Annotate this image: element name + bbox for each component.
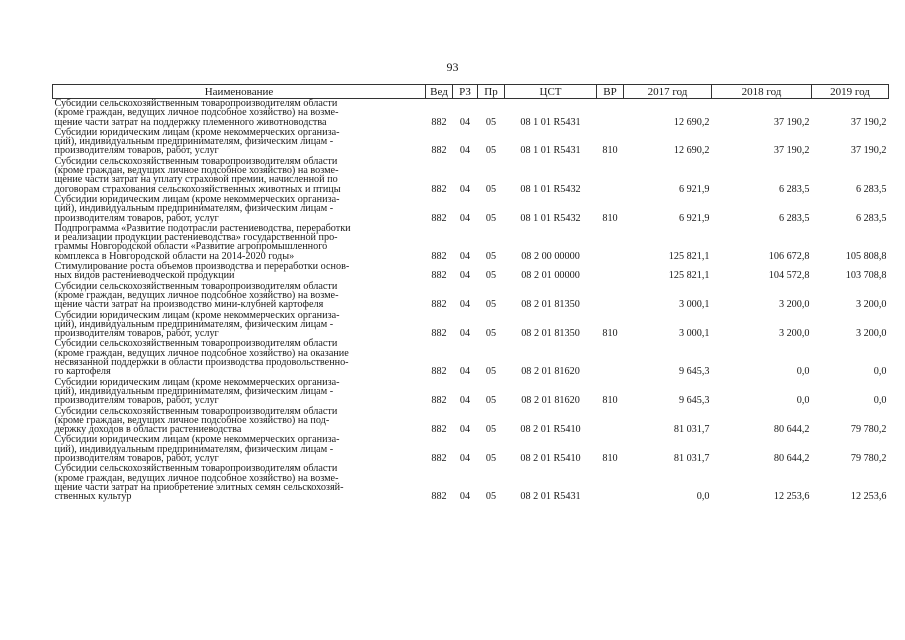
rz-cell: 04: [459, 212, 471, 224]
row-name-line: производителям товаров, работ, услуг: [54, 395, 219, 407]
pr-cell: 05: [485, 491, 497, 503]
row-name-line: Субсидии юридическим лицам (кроме некоммерческих организа-: [54, 309, 340, 321]
pr-cell: 05: [485, 145, 497, 157]
value-2019-cell: 3 200,0: [855, 299, 887, 311]
ved-cell: 882: [431, 212, 447, 224]
rz-cell: 04: [459, 145, 471, 157]
value-2018-cell: 12 253,6: [773, 491, 810, 503]
row-name-line: Субсидии сельскохозяйственным товаропроизводителям области: [54, 338, 338, 350]
vr-cell: 810: [602, 212, 618, 224]
row-name-line: Субсидии юридическим лицам (кроме некоммерческих организа-: [54, 376, 340, 388]
pr-cell: 05: [485, 328, 497, 340]
header-rz: РЗ: [453, 85, 478, 99]
header-2018: 2018 год: [712, 85, 812, 99]
table-row: [53, 262, 889, 282]
value-2018-cell: 104 572,8: [768, 270, 810, 282]
row-name-line: (кроме граждан, ведущих личное подсобное хозяйство) на возме-: [54, 165, 339, 177]
row-name-cell: [53, 157, 426, 195]
rz-cell: 04: [459, 270, 471, 282]
value-2019-cell: 0,0: [873, 366, 887, 378]
cst-cell: 08 2 01 R5410: [520, 452, 581, 464]
value-2019-cell: 79 780,2: [850, 452, 887, 464]
rz-cell: 04: [459, 183, 471, 195]
header-2019: 2019 год: [812, 85, 889, 99]
row-name-line: щение части затрат на производство мини-клубней картофеля: [54, 299, 324, 311]
ved-cell: 882: [431, 183, 447, 195]
ved-cell: 882: [431, 452, 447, 464]
table-row: [53, 407, 889, 436]
vr-cell: 810: [602, 328, 618, 340]
ved-cell: 882: [431, 270, 447, 282]
row-name-cell: [53, 378, 426, 407]
table-row: [53, 339, 889, 377]
row-name-line: держку доходов в области растениеводства: [54, 424, 242, 436]
value-2018-cell: 0,0: [796, 366, 810, 378]
value-2018-cell: 6 283,5: [778, 183, 810, 195]
ved-cell: 882: [431, 250, 447, 262]
row-name-line: (кроме граждан, ведущих личное подсобное хозяйство) на возме-: [54, 107, 339, 119]
row-name-cell: [53, 99, 426, 128]
value-2017-cell: 6 921,9: [678, 212, 710, 224]
cst-cell: 08 2 01 00000: [521, 270, 580, 282]
row-name-line: ных видов растениеводческой продукции: [54, 270, 235, 282]
table-row: [53, 128, 889, 157]
pr-cell: 05: [485, 424, 497, 436]
row-name-cell: [53, 262, 426, 282]
table-row: [53, 99, 889, 128]
row-name-line: (кроме граждан, ведущих личное подсобное хозяйство) на возме-: [54, 472, 339, 484]
value-2017-cell: 0,0: [696, 491, 710, 503]
page-number: 93: [446, 60, 459, 74]
row-name-line: ций), индивидуальным предпринимателям, физическим лицам -: [54, 203, 334, 215]
table-row: [53, 195, 889, 224]
value-2017-cell: 125 821,1: [668, 250, 710, 262]
row-name-line: ственных культур: [54, 491, 132, 503]
ved-cell: 882: [431, 366, 447, 378]
value-2018-cell: 3 200,0: [778, 328, 810, 340]
cst-cell: 08 1 01 R5432: [520, 212, 581, 224]
header-pr: Пр: [478, 85, 505, 99]
table-row: [53, 224, 889, 262]
row-name-line: Субсидии сельскохозяйственным товаропроизводителям области: [54, 280, 338, 292]
ved-cell: 882: [431, 299, 447, 311]
cst-cell: 08 2 01 R5431: [520, 491, 581, 503]
row-name-line: ций), индивидуальным предпринимателям, физическим лицам -: [54, 136, 334, 148]
value-2018-cell: 80 644,2: [773, 452, 810, 464]
ved-cell: 882: [431, 424, 447, 436]
row-name-line: Субсидии сельскохозяйственным товаропроизводителям области: [54, 463, 338, 475]
value-2018-cell: 6 283,5: [778, 212, 810, 224]
row-name-cell: [53, 311, 426, 340]
value-2018-cell: 0,0: [796, 395, 810, 407]
row-name-line: щение части затрат на приобретение элитных семян сельскохозяй-: [54, 481, 344, 493]
row-name-cell: [53, 435, 426, 464]
value-2019-cell: 37 190,2: [850, 145, 887, 157]
row-name-line: щение части затрат на поддержку племенного животноводства: [54, 116, 327, 128]
value-2019-cell: 12 253,6: [850, 491, 887, 503]
header-cst: ЦСТ: [505, 85, 597, 99]
ved-cell: 882: [431, 328, 447, 340]
row-name-cell: [53, 339, 426, 377]
rz-cell: 04: [459, 250, 471, 262]
row-name-line: Субсидии сельскохозяйственным товаропроизводителям области: [54, 405, 338, 417]
row-name-line: го картофеля: [54, 366, 111, 378]
cst-cell: 08 2 01 R5410: [520, 424, 581, 436]
row-name-line: ций), индивидуальным предпринимателям, физическим лицам -: [54, 318, 334, 330]
value-2019-cell: 37 190,2: [850, 116, 887, 128]
row-name-cell: [53, 128, 426, 157]
pr-cell: 05: [485, 452, 497, 464]
value-2017-cell: 9 645,3: [678, 366, 710, 378]
value-2019-cell: 0,0: [873, 395, 887, 407]
pr-cell: 05: [485, 366, 497, 378]
pr-cell: 05: [485, 270, 497, 282]
vr-cell: [597, 224, 624, 262]
table-row: [53, 378, 889, 407]
row-name-line: Подпрограмма «Развитие подотрасли растениеводства, переработки: [54, 222, 351, 234]
value-2017-cell: 81 031,7: [673, 424, 710, 436]
row-name-line: (кроме граждан, ведущих личное подсобное хозяйство) на возме-: [54, 289, 339, 301]
cst-cell: 08 1 01 R5432: [520, 183, 581, 195]
table-row: [53, 435, 889, 464]
value-2018-cell: 37 190,2: [773, 145, 810, 157]
row-name-line: Субсидии сельскохозяйственным товаропроизводителям области: [54, 98, 338, 109]
value-2019-cell: 79 780,2: [850, 424, 887, 436]
ved-cell: 882: [431, 491, 447, 503]
pr-cell: 05: [485, 250, 497, 262]
value-2017-cell: 3 000,1: [678, 328, 710, 340]
row-name-line: Субсидии юридическим лицам (кроме некоммерческих организа-: [54, 126, 340, 138]
row-name-line: производителям товаров, работ, услуг: [54, 212, 219, 224]
value-2017-cell: 3 000,1: [678, 299, 710, 311]
vr-cell: [597, 99, 624, 128]
header-vr: ВР: [597, 85, 624, 99]
budget-table: [52, 84, 889, 502]
vr-cell: [597, 157, 624, 195]
rz-cell: 04: [459, 299, 471, 311]
table-row: [53, 157, 889, 195]
row-name-line: производителям товаров, работ, услуг: [54, 145, 219, 157]
row-name-line: ций), индивидуальным предпринимателям, физическим лицам -: [54, 385, 334, 397]
value-2019-cell: 6 283,5: [855, 212, 887, 224]
row-name-line: Стимулирование роста объемов производства и переработки основ-: [54, 261, 350, 273]
row-name-cell: [53, 195, 426, 224]
row-name-line: Субсидии юридическим лицам (кроме некоммерческих организа-: [54, 193, 340, 205]
header-ved: Вед: [426, 85, 453, 99]
table-row: [53, 311, 889, 340]
ved-cell: 882: [431, 395, 447, 407]
value-2019-cell: 103 708,8: [845, 270, 887, 282]
row-name-line: (кроме граждан, ведущих личное подсобное хозяйство) на под-: [54, 414, 330, 426]
row-name-cell: [53, 282, 426, 311]
table-header-row: [53, 85, 889, 99]
cst-cell: 08 2 01 81350: [521, 328, 580, 340]
ved-cell: 882: [431, 116, 447, 128]
row-name-line: Субсидии сельскохозяйственным товаропроизводителям области: [54, 155, 338, 167]
cst-cell: 08 2 01 81350: [521, 299, 580, 311]
row-name-line: граммы Новгородской области «Развитие агропромышленного: [54, 241, 328, 253]
row-name-line: комплекса в Новгородской области на 2014-2020 годы»: [54, 250, 295, 262]
vr-cell: 810: [602, 452, 618, 464]
cst-cell: 08 1 01 R5431: [520, 145, 581, 157]
value-2019-cell: 105 808,8: [845, 250, 887, 262]
value-2018-cell: 37 190,2: [773, 116, 810, 128]
vr-cell: [597, 339, 624, 377]
row-name-line: (кроме граждан, ведущих личное подсобное хозяйство) на оказание: [54, 347, 349, 359]
row-name-line: и реализации продукции растениеводства» государственной про-: [54, 232, 338, 244]
vr-cell: [597, 407, 624, 436]
pr-cell: 05: [485, 116, 497, 128]
table-body: [53, 99, 889, 503]
cst-cell: 08 2 01 81620: [521, 395, 580, 407]
cst-cell: 08 2 00 00000: [521, 250, 580, 262]
header-2017: 2017 год: [624, 85, 712, 99]
cst-cell: 08 1 01 R5431: [520, 116, 581, 128]
row-name-line: производителям товаров, работ, услуг: [54, 328, 219, 340]
table-row: [53, 282, 889, 311]
rz-cell: 04: [459, 452, 471, 464]
row-name-line: щение части затрат на уплату страховой премии, начисленной по: [54, 174, 338, 186]
row-name-line: договорам страхования сельскохозяйственных животных и птицы: [54, 183, 341, 195]
row-name-line: несвязанной поддержки в области производства продовольственно-: [54, 357, 349, 369]
pr-cell: 05: [485, 183, 497, 195]
header-name: Наименование: [53, 85, 426, 99]
value-2017-cell: 81 031,7: [673, 452, 710, 464]
rz-cell: 04: [459, 366, 471, 378]
ved-cell: 882: [431, 145, 447, 157]
row-name-line: ций), индивидуальным предпринимателям, физическим лицам -: [54, 443, 334, 455]
row-name-line: производителям товаров, работ, услуг: [54, 452, 219, 464]
table-row: [53, 464, 889, 502]
row-name-line: Субсидии юридическим лицам (кроме некоммерческих организа-: [54, 434, 340, 446]
value-2018-cell: 106 672,8: [768, 250, 810, 262]
row-name-cell: [53, 464, 426, 502]
rz-cell: 04: [459, 491, 471, 503]
value-2019-cell: 3 200,0: [855, 328, 887, 340]
vr-cell: 810: [602, 395, 618, 407]
pr-cell: 05: [485, 395, 497, 407]
pr-cell: 05: [485, 212, 497, 224]
value-2017-cell: 125 821,1: [668, 270, 710, 282]
value-2018-cell: 80 644,2: [773, 424, 810, 436]
vr-cell: [597, 282, 624, 311]
row-name-cell: [53, 407, 426, 436]
vr-cell: [597, 464, 624, 502]
value-2019-cell: 6 283,5: [855, 183, 887, 195]
rz-cell: 04: [459, 424, 471, 436]
row-name-cell: [53, 224, 426, 262]
rz-cell: 04: [459, 395, 471, 407]
vr-cell: 810: [602, 145, 618, 157]
value-2017-cell: 12 690,2: [673, 145, 710, 157]
cst-cell: 08 2 01 81620: [521, 366, 580, 378]
value-2017-cell: 6 921,9: [678, 183, 710, 195]
vr-cell: [597, 262, 624, 282]
rz-cell: 04: [459, 328, 471, 340]
value-2018-cell: 3 200,0: [778, 299, 810, 311]
value-2017-cell: 9 645,3: [678, 395, 710, 407]
rz-cell: 04: [459, 116, 471, 128]
value-2017-cell: 12 690,2: [673, 116, 710, 128]
pr-cell: 05: [485, 299, 497, 311]
